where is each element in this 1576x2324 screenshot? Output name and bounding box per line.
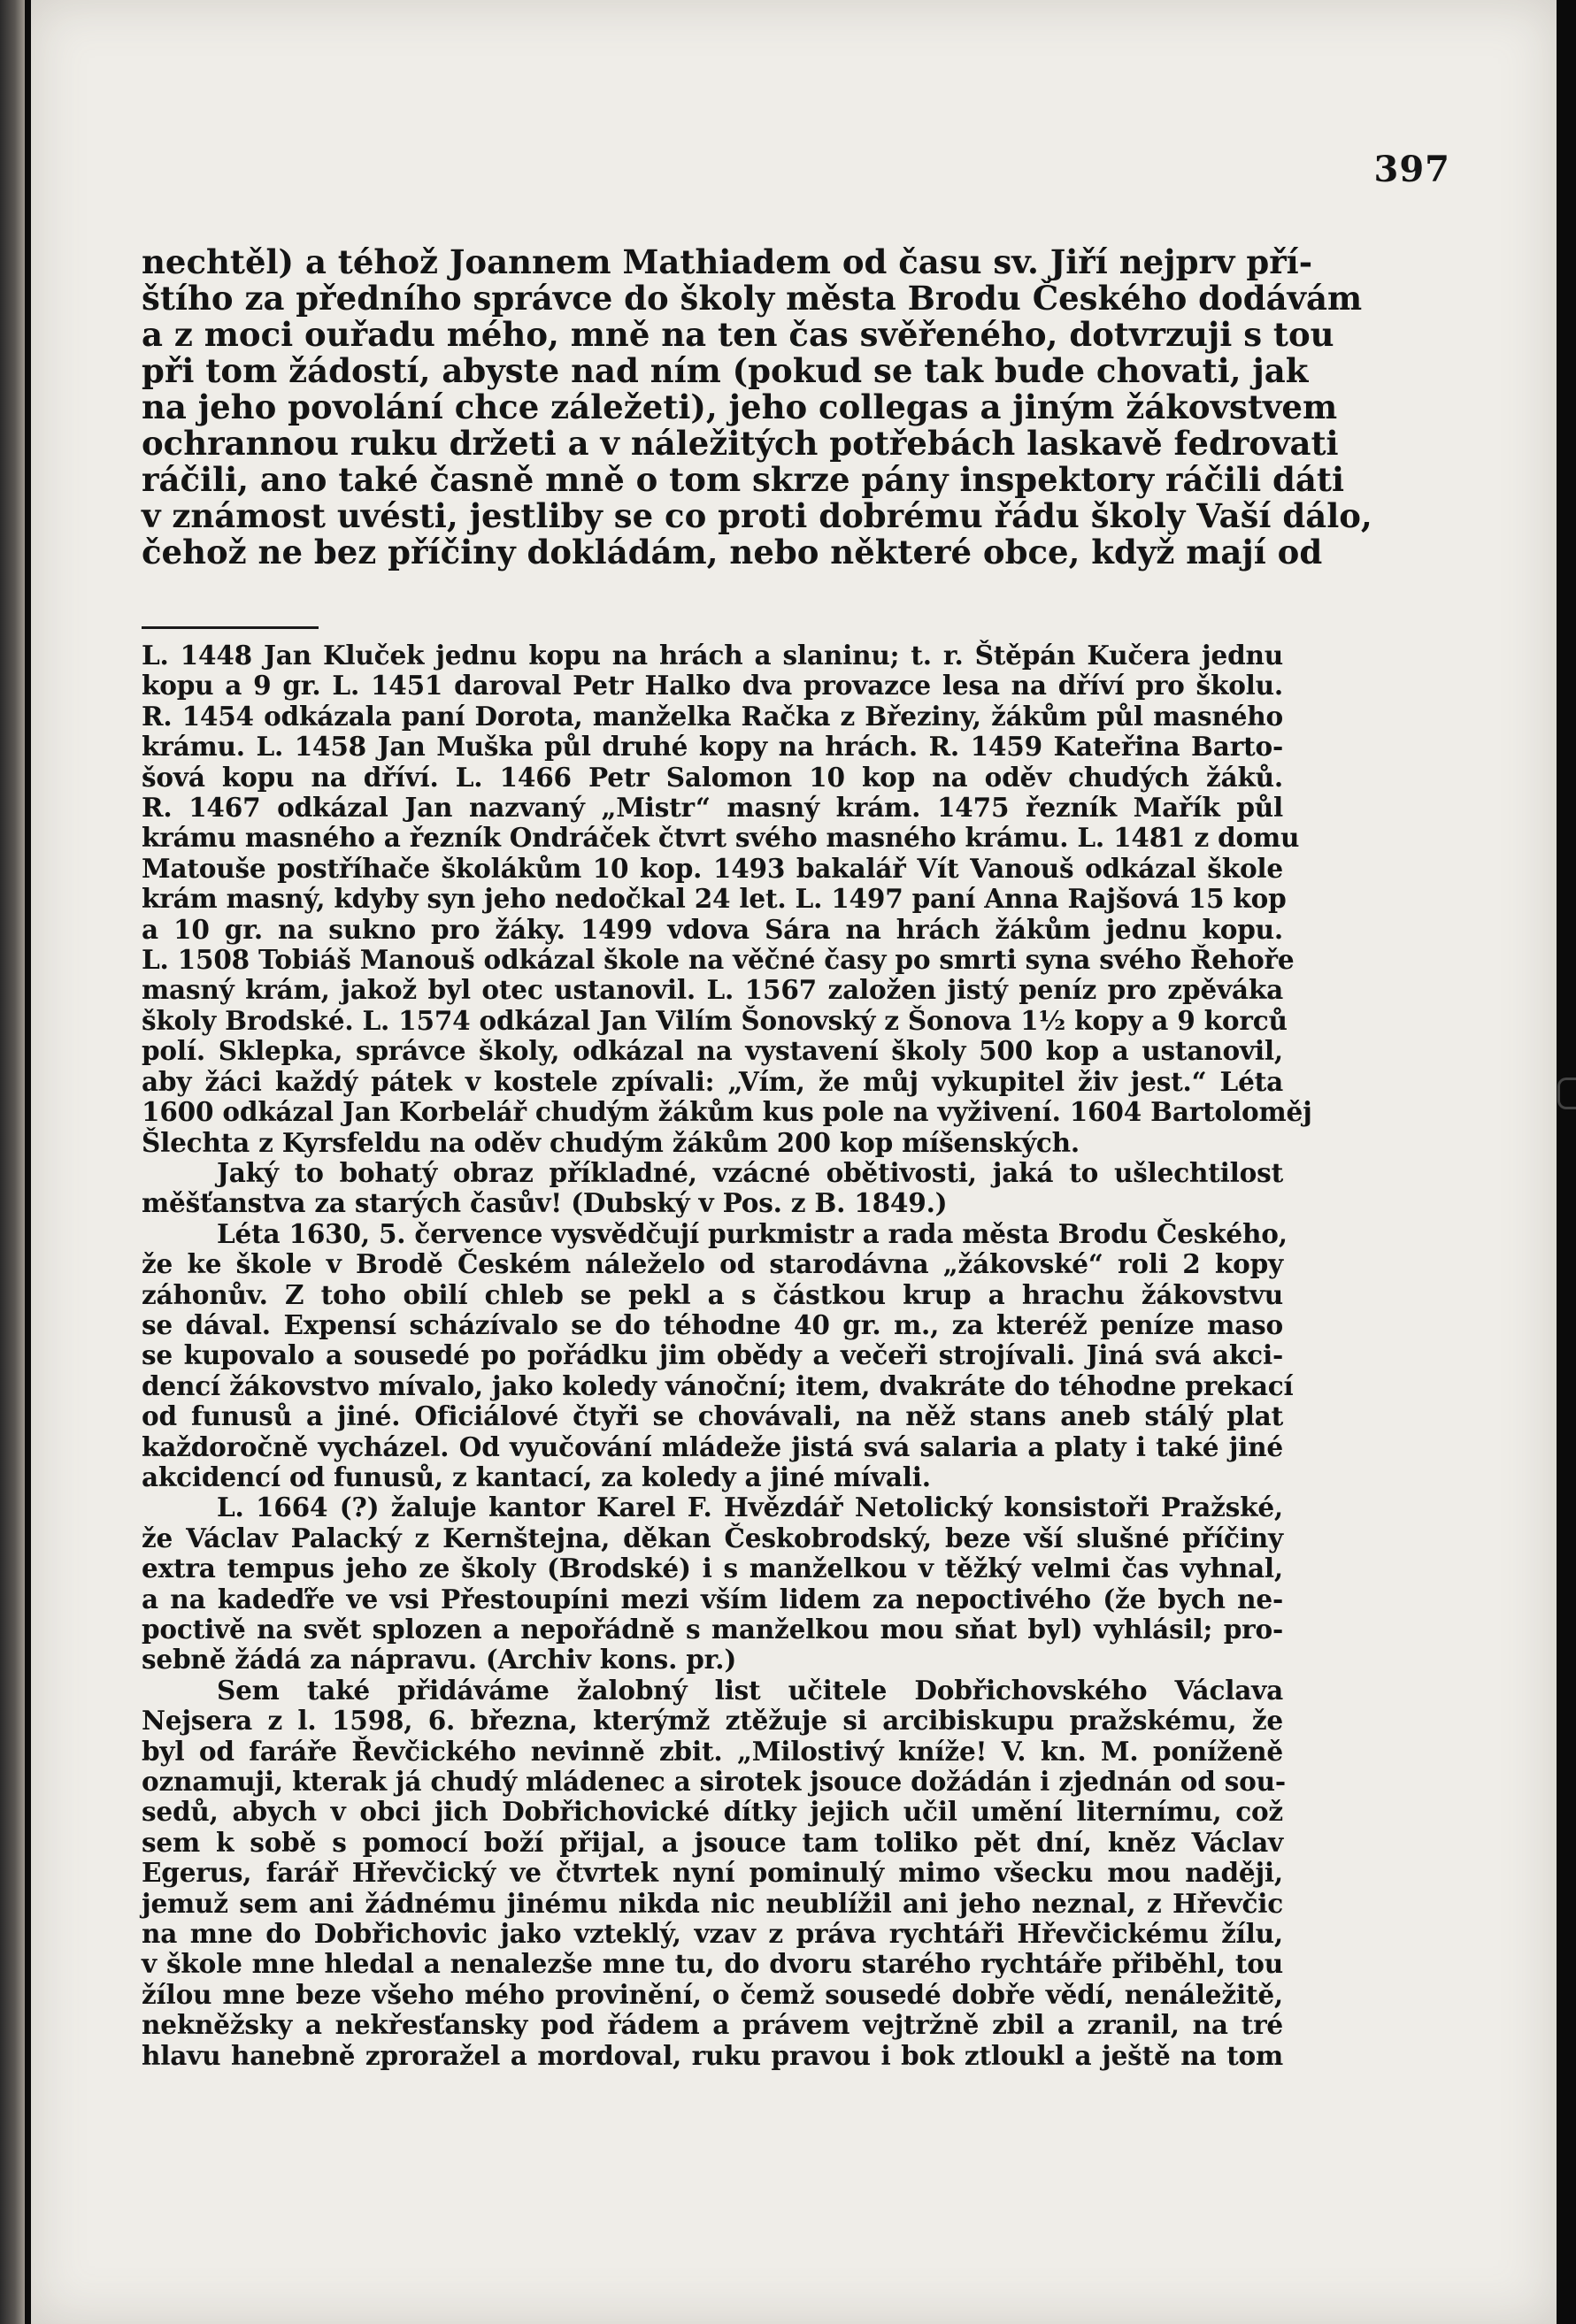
notes-line: se kupovalo a sousedé po pořádku jim obědy a večeři strojívali. Jiná svá akci- xyxy=(142,1339,1283,1371)
notes-line: že ke škole v Brodě Českém náleželo od starodávna „žákovské“ roli 2 kopy xyxy=(142,1248,1283,1280)
notes-line: školy Brodské. L. 1574 odkázal Jan Vilím Šonovský z Šonova 1½ kopy a 9 korců xyxy=(142,1004,1288,1036)
notes-line: Egerus, farář Hřevčický ve čtvrtek nyní pominulý mimo všecku mou naději, xyxy=(142,1857,1283,1889)
notes-line: R. 1454 odkázala paní Dorota, manželka Račka z Březiny, žákům půl masného xyxy=(142,700,1283,732)
notes-line: a 10 gr. na sukno pro žáky. 1499 vdova Sára na hrách žákům jednu kopu. xyxy=(142,913,1283,945)
notes-line: masný krám, jakož byl otec ustanovil. L. 1567 založen jistý peníz pro zpěváka xyxy=(142,974,1283,1006)
notes-line: a na kadeďře ve vsi Přestoupíni mezi vším lidem za nepoctivého (že bych ne- xyxy=(142,1583,1283,1615)
notes-line: aby žáci každý pátek v kostele zpívali: „Vím, že můj vykupitel živ jest.“ Léta xyxy=(142,1065,1283,1097)
main-text-line: štího za předního správce do školy města Brodu Českého dodávám xyxy=(142,279,1363,318)
main-text-line: v známost uvésti, jestliby se co proti dobrému řádu školy Vaší dálo, xyxy=(142,496,1372,535)
notes-line: na mne do Dobřichovic jako vzteklý, vzav z práva rychtáři Hřevčickému žílu, xyxy=(142,1918,1283,1950)
notes-line: hlavu hanebně zproražel a mordoval, ruku pravou i bok ztloukl a ještě na tom xyxy=(142,2039,1283,2071)
notes-line: L. 1508 Tobiáš Manouš odkázal škole na věčné časy po smrti syna svého Řehoře xyxy=(142,944,1295,976)
notes-line: oznamuji, kterak já chudý mládenec a sirotek jsouce dožádán i zjednán od sou- xyxy=(142,1766,1286,1798)
notes-line: polí. Sklepka, správce školy, odkázal na vystavení školy 500 kop a ustanovil, xyxy=(142,1035,1283,1067)
notes-line: R. 1467 odkázal Jan nazvaný „Mistr“ masný krám. 1475 řezník Mařík půl xyxy=(142,792,1283,824)
notes-line: poctivě na svět splozen a nepořádně s manželkou mou sňat byl) vyhlásil; pro- xyxy=(142,1614,1283,1645)
margin-bracket-mark xyxy=(1557,1078,1576,1109)
notes-line: měšťanstva za starých časův! (Dubský v Pos. z B. 1849.) xyxy=(142,1187,948,1219)
notes-line: že Václav Palacký z Kernštejna, děkan Českobrodský, beze vší slušné příčiny xyxy=(142,1522,1283,1553)
notes-line: žílou mne beze všeho mého provinění, o čemž sousedé dobře vědí, nenáležitě, xyxy=(142,1978,1283,2010)
notes-line: kopu a 9 gr. L. 1451 daroval Petr Halko dva provazce lesa na dříví pro školu. xyxy=(142,670,1283,702)
notes-line: Nejsera z l. 1598, 6. března, kterýmž ztěžuje si arcibiskupu pražskému, že xyxy=(142,1705,1283,1737)
notes-line: nekněžsky a nekřesťansky pod řádem a právem vejtržně zbil a zranil, na tré xyxy=(142,2009,1283,2041)
notes-line: sebně žádá za nápravu. (Archiv kons. pr.) xyxy=(142,1644,737,1676)
notes-line: byl od faráře Řevčického nevinně zbit. „Milostivý kníže! V. kn. M. poníženě xyxy=(142,1735,1283,1767)
notes-line: záhonův. Z toho obilí chleb se pekl a s částkou krup a hrachu žákovstvu xyxy=(142,1278,1283,1310)
notes-line: krámu. L. 1458 Jan Muška půl druhé kopy na hrách. R. 1459 Kateřina Barto- xyxy=(142,731,1283,763)
notes-line: extra tempus jeho ze školy (Brodské) i s manželkou v těžký velmi čas vyhnal, xyxy=(142,1553,1283,1584)
page-number: 397 xyxy=(1373,149,1450,190)
main-text-line: při tom žádostí, abyste nad ním (pokud se tak bude chovati, jak xyxy=(142,351,1309,390)
notes-line: krámu masného a řezník Ondráček čtvrt svého masného krámu. L. 1481 z domu xyxy=(142,822,1300,854)
notes-line: jemuž sem ani žádnému jinému nikda nic neublížil ani jeho neznal, z Hřevčic xyxy=(142,1887,1283,1919)
notes-line: každoročně vycházel. Od vyučování mládeže jistá svá salaria a platy i také jiné xyxy=(142,1430,1283,1462)
notes-line: Sem také přidáváme žalobný list učitele Dobřichovského Václava xyxy=(217,1674,1283,1706)
notes-line: Jaký to bohatý obraz příkladné, vzácné obětivosti, jaká to ušlechtilost xyxy=(217,1156,1283,1188)
notes-line: L. 1448 Jan Kluček jednu kopu na hrách a slaninu; t. r. Štěpán Kučera jednu xyxy=(142,640,1283,671)
notes-line: 1600 odkázal Jan Korbelář chudým žákům kus pole na vyživení. 1604 Bartoloměj xyxy=(142,1096,1312,1128)
notes-line: dencí žákovstvo mívalo, jako koledy vánoční; item, dvakráte do téhodne prekací xyxy=(142,1369,1294,1401)
main-text-line: nechtěl) a téhož Joannem Mathiadem od času sv. Jiří nejprv pří- xyxy=(142,242,1313,281)
book-edge xyxy=(0,0,25,2324)
notes-line: sem k sobě s pomocí boží přijal, a jsouce tam toliko pět dní, kněz Václav xyxy=(142,1826,1283,1858)
main-text-line: na jeho povolání chce záležeti), jeho collegas a jiným žákovstvem xyxy=(142,387,1338,426)
main-text-line: a z moci ouřadu mého, mně na ten čas svěřeného, dotvrzuji s tou xyxy=(142,315,1334,354)
notes-line: šová kopu na dříví. L. 1466 Petr Salomon 10 kop na oděv chudých žáků. xyxy=(142,761,1283,793)
notes-line: Léta 1630, 5. července vysvědčují purkmistr a rada města Brodu Českého, xyxy=(217,1217,1288,1249)
main-paragraph xyxy=(142,242,1372,571)
notes-line: sedů, abych v obci jich Dobřichovické dítky jejich učil umění liternímu, což xyxy=(142,1796,1283,1828)
notes-line: L. 1664 (?) žaluje kantor Karel F. Hvězdář Netolický konsistoři Pražské, xyxy=(217,1492,1283,1523)
notes-line: Šlechta z Kyrsfeldu na oděv chudým žákům 200 kop míšenských. xyxy=(142,1126,1080,1158)
main-text-line: ochrannou ruku držeti a v náležitých potřebách laskavě fedrovati xyxy=(142,424,1339,463)
notes-line: od funusů a jiné. Oficiálové čtyři se chovávali, na něž stans aneb stálý plat xyxy=(142,1400,1283,1432)
notes-line: Matouše postříhače školákům 10 kop. 1493 bakalář Vít Vanouš odkázal škole xyxy=(142,852,1283,884)
notes-line: krám masný, kdyby syn jeho nedočkal 24 let. L. 1497 paní Anna Rajšová 15 kop xyxy=(142,883,1287,915)
book-page xyxy=(31,0,1557,2324)
footnote-separator xyxy=(142,626,319,629)
notes-line: v škole mne hledal a nenalezše mne tu, do dvoru starého rychtáře přiběhl, tou xyxy=(142,1948,1283,1980)
main-text-line: ráčili, ano také časně mně o tom skrze pány inspektory ráčili dáti xyxy=(142,460,1345,499)
notes-line: akcidencí od funusů, z kantací, za koledy a jiné mívali. xyxy=(142,1461,931,1492)
main-text-line: čehož ne bez příčiny dokládám, nebo některé obce, když mají od xyxy=(142,533,1323,571)
notes-section xyxy=(142,640,1312,2071)
notes-line: se dával. Expensí scházívalo se do téhodne 40 gr. m., za kteréž peníze maso xyxy=(142,1308,1283,1340)
